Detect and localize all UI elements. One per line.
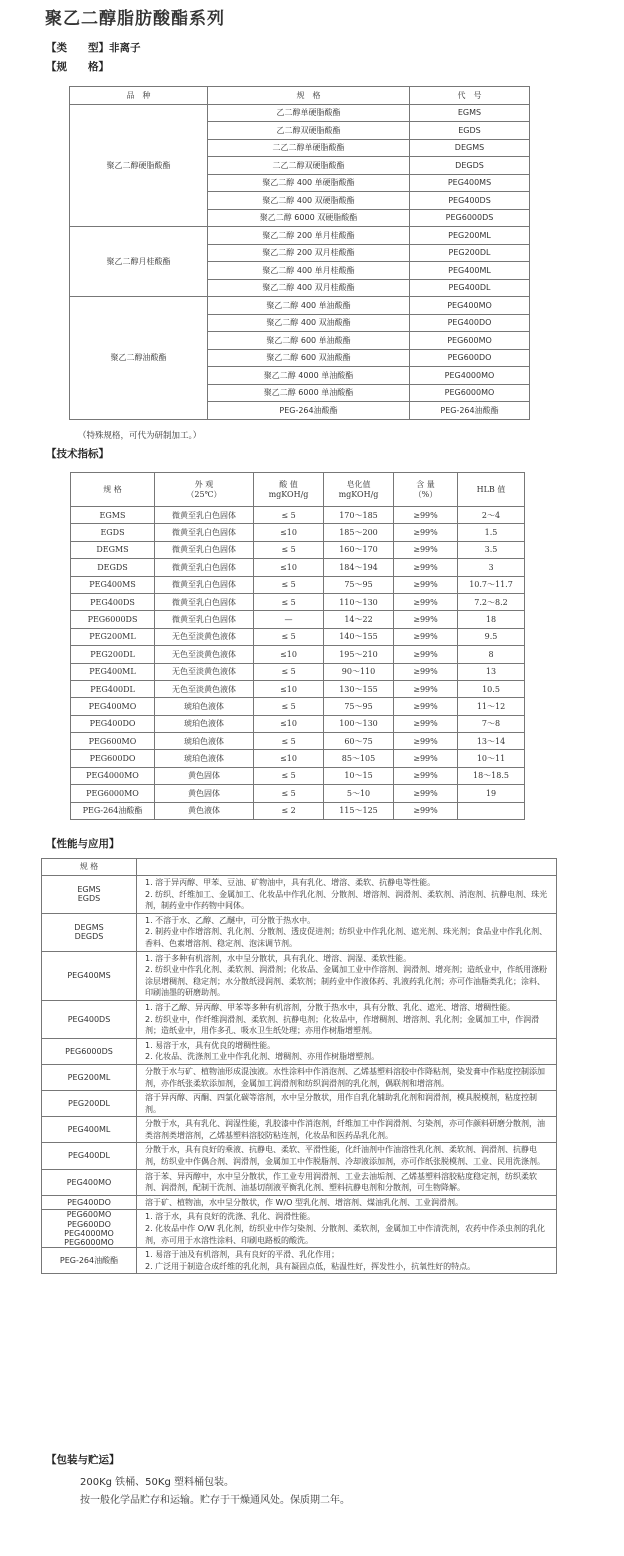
app-desc-cell xyxy=(137,1210,557,1248)
app-desc-cell xyxy=(137,1038,557,1064)
app-desc-line: 2. 纺织业中，作纤维润滑剂、柔软剂、抗静电剂；化妆品中，作增稠剂、增溶剂、乳化剂；金属加工中，作润滑剂；造纸业中，用作多孔、吸水卫生纸处理；亦用作树脂增塑剂。 xyxy=(145,1014,540,1036)
tech-row xyxy=(71,628,525,645)
spec-code-cell: PEG400DS xyxy=(410,192,530,210)
app-header-blank xyxy=(137,859,557,876)
tech-cell: ≥99% xyxy=(394,593,458,610)
tech-cell: 10～15 xyxy=(324,767,394,784)
tech-cell: ≥99% xyxy=(394,750,458,767)
spec-name-cell: 聚乙二醇 200 双月桂酸酯 xyxy=(208,244,410,262)
tech-cell: ≥99% xyxy=(394,785,458,802)
tech-cell: ≤ 5 xyxy=(254,628,324,645)
app-row xyxy=(42,1117,557,1143)
app-row xyxy=(42,951,557,1000)
app-desc-cell xyxy=(137,1000,557,1038)
tech-cell: 微黄至乳白色固体 xyxy=(155,507,254,524)
tech-row xyxy=(71,593,525,610)
app-product-name: PEG400DL xyxy=(68,1151,110,1161)
tech-cell: ≥99% xyxy=(394,524,458,541)
app-desc-line: 2. 制药业中作增溶剂、乳化剂、分散剂、透皮促进剂；纺织业中作乳化剂、遮光剂、珠光剂；食品业中作乳化剂、香料、色素增溶剂、稳定剂、泡沫调节剂。 xyxy=(145,927,548,948)
spec-group-name: 聚乙二醇油酸酯 xyxy=(70,297,208,420)
tech-cell: 琥珀色液体 xyxy=(155,715,254,732)
spec-code-cell: PEG400DL xyxy=(410,279,530,297)
tech-cell: 85～105 xyxy=(324,750,394,767)
tech-cell: 170～185 xyxy=(324,507,394,524)
tech-cell: ≥99% xyxy=(394,698,458,715)
spec-name-cell: 聚乙二醇 4000 单油酸酯 xyxy=(208,367,410,385)
app-product-name: PEG600DO xyxy=(67,1219,111,1229)
spec-code-cell: PEG4000MO xyxy=(410,367,530,385)
app-name-cell xyxy=(42,876,137,914)
tech-cell xyxy=(458,802,525,819)
tech-cell: 60～75 xyxy=(324,733,394,750)
app-product-name: EGMS xyxy=(77,885,101,895)
tech-cell: 10～11 xyxy=(458,750,525,767)
spec-row xyxy=(70,104,530,122)
spec-code-cell: PEG6000MO xyxy=(410,384,530,402)
app-name-cell xyxy=(42,1117,137,1143)
tech-cell: 无色至淡黄色液体 xyxy=(155,646,254,663)
tech-header-line: 皂化值 xyxy=(346,480,371,490)
tech-cell: 黄色液体 xyxy=(155,802,254,819)
tech-cell: PEG400DO xyxy=(71,715,155,732)
spec-code-cell: PEG400MO xyxy=(410,297,530,315)
tech-cell: 140～155 xyxy=(324,628,394,645)
spec-name-cell: 聚乙二醇 400 双油酸酯 xyxy=(208,314,410,332)
app-row xyxy=(42,1038,557,1064)
spec-row xyxy=(70,227,530,245)
tech-cell: PEG6000MO xyxy=(71,785,155,802)
spec-name-cell: 聚乙二醇 200 单月桂酸酯 xyxy=(208,227,410,245)
tech-cell: 琥珀色液体 xyxy=(155,698,254,715)
app-desc-cell xyxy=(137,951,557,1000)
tech-cell: 195～210 xyxy=(324,646,394,663)
pack-line-2: 按一般化学品贮存和运输。贮存于干燥通风处。保质期二年。 xyxy=(80,1495,350,1506)
tech-header-cell xyxy=(458,473,525,507)
tech-cell: 110～130 xyxy=(324,593,394,610)
tech-cell: 琥珀色液体 xyxy=(155,750,254,767)
app-name-cell xyxy=(42,1000,137,1038)
app-header-row xyxy=(42,859,557,876)
tech-cell: ≤10 xyxy=(254,750,324,767)
spec-code-cell: PEG-264油酸酯 xyxy=(410,402,530,420)
app-product-name: PEG400DO xyxy=(67,1198,111,1208)
spec-group-name: 聚乙二醇月桂酸酯 xyxy=(70,227,208,297)
tech-cell: ≤ 5 xyxy=(254,507,324,524)
app-product-name: DEGMS xyxy=(74,922,104,932)
app-desc-cell xyxy=(137,1064,557,1090)
spec-name-cell: 聚乙二醇 400 单月桂酸酯 xyxy=(208,262,410,280)
tech-cell: ≤ 5 xyxy=(254,733,324,750)
tech-cell: DEGMS xyxy=(71,541,155,558)
spec-code-cell: PEG200ML xyxy=(410,227,530,245)
tech-cell: 75～95 xyxy=(324,698,394,715)
tech-cell: ≤ 5 xyxy=(254,541,324,558)
spec-name-cell: 乙二醇双硬脂酸酯 xyxy=(208,122,410,140)
tech-header-line: HLB 值 xyxy=(476,484,506,494)
tech-cell: ≤10 xyxy=(254,559,324,576)
app-desc-cell xyxy=(137,1117,557,1143)
app-header-cell: 规 格 xyxy=(42,859,137,876)
app-row xyxy=(42,1064,557,1090)
app-product-name: PEG600MO xyxy=(66,1210,112,1220)
app-desc-line: 溶于苯、异丙醇中，水中呈分散状，作工业专用润滑剂、工业去油垢剂、乙烯基塑料溶胶粘度稳定剂，纺织柔软剂、润滑剂，配制干洗剂、油基切削液平衡乳化剂、塑料抗静电剂和分散剂，可生物降解。 xyxy=(145,1171,537,1193)
app-desc-line: 1. 溶于异丙醇、甲苯、豆油、矿物油中，具有乳化、增溶、柔软、抗静电等性能。 xyxy=(145,878,436,887)
spec-name-cell: 聚乙二醇 400 单硬脂酸酯 xyxy=(208,174,410,192)
app-name-cell xyxy=(42,1143,137,1169)
app-product-name: PEG4000MO xyxy=(64,1228,114,1238)
app-name-cell xyxy=(42,1091,137,1117)
tech-cell: PEG600DO xyxy=(71,750,155,767)
tech-row xyxy=(71,680,525,697)
page-title: 聚乙二醇脂肪酸酯系列 xyxy=(45,9,225,29)
tech-header-cell xyxy=(155,473,254,507)
tech-cell: PEG600MO xyxy=(71,733,155,750)
tech-cell: ≥99% xyxy=(394,715,458,732)
tech-cell: 18～18.5 xyxy=(458,767,525,784)
tech-header-cell xyxy=(324,473,394,507)
spec-name-cell: 聚乙二醇 600 双油酸酯 xyxy=(208,349,410,367)
tech-cell: PEG200DL xyxy=(71,646,155,663)
app-desc-line: 分散于水，具有良好的乘液、抗静电、柔软、平滑性能，化纤油剂中作油溶性乳化剂、柔软剂、润滑剂、抗静电剂，纺织业中作偶合剂、润滑剂，金属加工中作脱脂剂、冷却液添加剂，亦可作纸张脱模剂、工业、民用洗涤剂。 xyxy=(145,1145,545,1167)
tech-cell: ≤10 xyxy=(254,646,324,663)
tech-cell: ≥99% xyxy=(394,680,458,697)
spec-code-cell: PEG6000DS xyxy=(410,209,530,227)
spec-name-cell: 聚乙二醇 6000 单油酸酯 xyxy=(208,384,410,402)
app-name-cell xyxy=(42,1195,137,1210)
tech-row xyxy=(71,733,525,750)
spec-name-cell: 乙二醇单硬脂酸酯 xyxy=(208,104,410,122)
spec-code-cell: PEG400DO xyxy=(410,314,530,332)
tech-cell: — xyxy=(254,611,324,628)
spec-name-cell: PEG-264油酸酯 xyxy=(208,402,410,420)
tech-header-cell xyxy=(71,473,155,507)
app-product-name: PEG400MO xyxy=(66,1177,112,1187)
tech-row xyxy=(71,611,525,628)
pack-line-1: 200Kg 铁桶、50Kg 塑料桶包装。 xyxy=(80,1477,234,1488)
tech-header-line: mgKOH/g xyxy=(338,489,379,499)
tech-cell: EGMS xyxy=(71,507,155,524)
app-section-title: 【性能与应用】 xyxy=(46,838,120,850)
tech-cell: ≥99% xyxy=(394,611,458,628)
app-desc-line: 1. 易溶于水，具有优良的增稠性能。 xyxy=(145,1040,276,1050)
app-row xyxy=(42,1091,557,1117)
app-desc-line: 2. 广泛用于制造合成纤维的乳化剂，具有凝固点低，粘温性好，挥发性小，抗氧性好的特点。 xyxy=(145,1261,476,1271)
app-desc-line: 2. 纺织业中作乳化剂、柔软剂、润滑剂；化妆品、金属加工业中作溶剂、润滑剂、增亮剂；造纸业中，作纸用涤粉涂层增稠剂、稳定剂；水分散纸浸润剂、柔软剂；制药业中作液体药、乳液药乳化剂；亦可作油脂类乳化；涂料、印刷油墨的研磨助剂。 xyxy=(145,965,548,998)
app-product-name: PEG400DS xyxy=(67,1014,111,1024)
app-row xyxy=(42,876,557,914)
tech-cell: 11～12 xyxy=(458,698,525,715)
app-desc-cell xyxy=(137,876,557,914)
app-row xyxy=(42,913,557,951)
app-product-name: PEG-264油酸酯 xyxy=(59,1256,119,1266)
spec-code-cell: PEG400ML xyxy=(410,262,530,280)
app-product-name: PEG200DL xyxy=(68,1099,110,1109)
tech-header-line: 规 格 xyxy=(103,484,122,494)
tech-cell: ≥99% xyxy=(394,663,458,680)
app-desc-cell xyxy=(137,1195,557,1210)
tech-cell: 无色至淡黄色液体 xyxy=(155,663,254,680)
tech-cell: 9.5 xyxy=(458,628,525,645)
spec-group-name: 聚乙二醇硬脂酸酯 xyxy=(70,104,208,227)
app-row xyxy=(42,1195,557,1210)
app-name-cell xyxy=(42,1064,137,1090)
spec-code-cell: PEG200DL xyxy=(410,244,530,262)
tech-cell: ≥99% xyxy=(394,559,458,576)
tech-header-cell xyxy=(394,473,458,507)
app-product-name: PEG400ML xyxy=(67,1125,111,1135)
app-desc-line: 1. 溶于乙醇、异丙醇、甲苯等多种有机溶剂，分散于热水中，具有分散、乳化、遮光、增溶、增稠性能。 xyxy=(145,1002,516,1012)
tech-cell: PEG-264油酸酯 xyxy=(71,802,155,819)
app-product-name: PEG6000MO xyxy=(64,1238,114,1248)
spec-code-cell: PEG600DO xyxy=(410,349,530,367)
tech-row xyxy=(71,767,525,784)
app-desc-cell xyxy=(137,1169,557,1195)
spec-code-cell: DEGMS xyxy=(410,139,530,157)
tech-cell: DEGDS xyxy=(71,559,155,576)
spec-header-row xyxy=(70,87,530,105)
tech-cell: 黄色固体 xyxy=(155,767,254,784)
tech-cell: ≥99% xyxy=(394,733,458,750)
tech-cell: 微黄至乳白色固体 xyxy=(155,541,254,558)
spec-name-cell: 二乙二醇单硬脂酸酯 xyxy=(208,139,410,157)
tech-cell: 90～110 xyxy=(324,663,394,680)
tech-row xyxy=(71,698,525,715)
tech-cell: ≤ 5 xyxy=(254,698,324,715)
tech-row xyxy=(71,524,525,541)
tech-row xyxy=(71,663,525,680)
tech-cell: ≥99% xyxy=(394,802,458,819)
app-desc-line: 分散于水与矿、植物油形成混浊液。水性涂料中作消泡剂、乙烯基塑料溶胶中作降粘剂，染发膏中作粘度控制添加剂，亦作纸张柔软添加剂，金属加工润滑剂和纺织润滑剂的乳化剂，偶联剂和增溶剂。 xyxy=(145,1066,545,1088)
app-desc-line: 2. 纺织、纤维加工、金属加工、化妆品中作乳化剂、分散剂、增溶剂、润滑剂、柔软剂、消泡剂、抗静电剂、珠光剂，制药业中作药物中间体。 xyxy=(145,889,548,911)
tech-cell: PEG400ML xyxy=(71,663,155,680)
tech-cell: 2～4 xyxy=(458,507,525,524)
tech-cell: 10.7～11.7 xyxy=(458,576,525,593)
app-desc-cell xyxy=(137,1143,557,1169)
tech-cell: 184～194 xyxy=(324,559,394,576)
spec-code-cell: EGDS xyxy=(410,122,530,140)
tech-cell: 无色至淡黄色液体 xyxy=(155,628,254,645)
tech-cell: PEG200ML xyxy=(71,628,155,645)
tech-cell: 1.5 xyxy=(458,524,525,541)
tech-cell: 100～130 xyxy=(324,715,394,732)
tech-cell: 5～10 xyxy=(324,785,394,802)
tech-header-line: mgKOH/g xyxy=(268,489,309,499)
spec-name-cell: 聚乙二醇 400 双月桂酸酯 xyxy=(208,279,410,297)
tech-cell: 7.2～8.2 xyxy=(458,593,525,610)
tech-cell: ≤ 5 xyxy=(254,576,324,593)
tech-header-line: （%） xyxy=(413,489,438,499)
tech-row xyxy=(71,715,525,732)
app-product-name: PEG400MS xyxy=(67,971,111,981)
app-name-cell xyxy=(42,951,137,1000)
tech-cell: 7～8 xyxy=(458,715,525,732)
spec-name-cell: 聚乙二醇 600 单油酸酯 xyxy=(208,332,410,350)
tech-row xyxy=(71,750,525,767)
spec-code-cell: PEG600MO xyxy=(410,332,530,350)
tech-cell: ≥99% xyxy=(394,507,458,524)
app-desc-cell xyxy=(137,1248,557,1274)
tech-cell: 10.5 xyxy=(458,680,525,697)
app-product-name: PEG200ML xyxy=(67,1072,111,1082)
spec-header-cell: 品 种 xyxy=(70,87,208,105)
tech-cell: PEG400DL xyxy=(71,680,155,697)
tech-cell: ≤ 2 xyxy=(254,802,324,819)
tech-cell: ≤ 5 xyxy=(254,785,324,802)
tech-header-line: 外 观 xyxy=(194,480,214,490)
tech-cell: PEG6000DS xyxy=(71,611,155,628)
tech-cell: 13 xyxy=(458,663,525,680)
tech-row xyxy=(71,541,525,558)
app-desc-line: 溶于异丙醇、丙酮、四氯化碳等溶剂，水中呈分散状，用作自乳化辅助乳化剂和润滑剂，模具脱模剂，粘度控制剂。 xyxy=(145,1093,537,1114)
tech-cell: PEG400DS xyxy=(71,593,155,610)
app-desc-line: 分散于水，具有乳化、润湿性能，乳胶漆中作消泡剂，纤维加工中作润滑剂、匀染剂，亦可作颜料研磨分散剂，油类溶剂类增溶剂，乙烯基塑料溶胶防粘连剂，化妆品和医药品乳化剂。 xyxy=(145,1119,545,1140)
spec-code-cell: PEG400MS xyxy=(410,174,530,192)
tech-cell: ≤10 xyxy=(254,715,324,732)
type-line: 【类 型】非离子 xyxy=(46,42,141,54)
tech-cell: 13～14 xyxy=(458,733,525,750)
tech-cell: EGDS xyxy=(71,524,155,541)
tech-cell: ≤ 5 xyxy=(254,767,324,784)
tech-cell: 115～125 xyxy=(324,802,394,819)
tech-row xyxy=(71,576,525,593)
tech-header-cell xyxy=(254,473,324,507)
tech-cell: PEG400MO xyxy=(71,698,155,715)
spec-header-cell: 规 格 xyxy=(208,87,410,105)
tech-cell: 14～22 xyxy=(324,611,394,628)
app-desc-cell xyxy=(137,913,557,951)
app-name-cell xyxy=(42,1038,137,1064)
tech-header-line: 含 量 xyxy=(416,480,435,490)
tech-cell: 琥珀色液体 xyxy=(155,733,254,750)
tech-cell: 8 xyxy=(458,646,525,663)
tech-cell: ≥99% xyxy=(394,646,458,663)
tech-cell: ≥99% xyxy=(394,767,458,784)
app-desc-line: 1. 不溶于水、乙醇、乙醚中，可分散于热水中。 xyxy=(145,915,316,925)
spec-note: （特殊规格，可代为研制加工。） xyxy=(78,431,202,441)
app-row xyxy=(42,1143,557,1169)
app-desc-line: 溶于矿、植物油，水中呈分散状，作 W/O 型乳化剂、增溶剂、煤油乳化剂、工业润滑剂。 xyxy=(145,1197,463,1207)
tech-cell: ≤ 5 xyxy=(254,593,324,610)
app-name-cell xyxy=(42,1210,137,1248)
tech-header-row xyxy=(71,473,525,507)
tech-cell: 19 xyxy=(458,785,525,802)
app-name-cell xyxy=(42,913,137,951)
tech-cell: ≥99% xyxy=(394,541,458,558)
spec-header-cell: 代 号 xyxy=(410,87,530,105)
tech-header-line: （25℃） xyxy=(186,489,222,499)
tech-cell: 微黄至乳白色固体 xyxy=(155,576,254,593)
spec-code-cell: EGMS xyxy=(410,104,530,122)
tech-cell: 无色至淡黄色液体 xyxy=(155,680,254,697)
app-product-name: PEG6000DS xyxy=(65,1046,113,1056)
tech-cell: 130～155 xyxy=(324,680,394,697)
tech-cell: PEG4000MO xyxy=(71,767,155,784)
app-desc-line: 1. 易溶于油及有机溶剂，具有良好的平滑、乳化作用； xyxy=(145,1250,340,1260)
app-table xyxy=(41,858,557,1274)
app-desc-line: 1. 溶于水，具有良好的洗涤、乳化、润滑性能。 xyxy=(145,1212,316,1222)
spec-code-cell: DEGDS xyxy=(410,157,530,175)
tech-cell: ≥99% xyxy=(394,576,458,593)
tech-table xyxy=(70,472,525,820)
app-desc-line: 1. 溶于多种有机溶剂，水中呈分散状，具有乳化、增溶、润湿、柔软性能。 xyxy=(145,953,412,963)
app-name-cell xyxy=(42,1169,137,1195)
tech-row xyxy=(71,507,525,524)
spec-name-cell: 聚乙二醇 6000 双硬脂酸酯 xyxy=(208,209,410,227)
tech-row xyxy=(71,802,525,819)
tech-row xyxy=(71,559,525,576)
tech-cell: ≤10 xyxy=(254,524,324,541)
tech-cell: 黄色固体 xyxy=(155,785,254,802)
tech-row xyxy=(71,646,525,663)
app-row xyxy=(42,1210,557,1248)
spec-line: 【规 格】 xyxy=(46,61,109,73)
tech-cell: ≤ 5 xyxy=(254,663,324,680)
tech-cell: 微黄至乳白色固体 xyxy=(155,524,254,541)
tech-cell: 微黄至乳白色固体 xyxy=(155,593,254,610)
tech-cell: 微黄至乳白色固体 xyxy=(155,611,254,628)
spec-name-cell: 聚乙二醇 400 双硬脂酸酯 xyxy=(208,192,410,210)
tech-cell: 3 xyxy=(458,559,525,576)
tech-section-title: 【技术指标】 xyxy=(46,448,109,460)
app-desc-line: 2. 化妆品中作 O/W 乳化剂，纺织业中作匀染剂、分散剂、柔软剂，金属加工中作清洗剂，农药中作杀虫剂的乳化剂，亦可用于水溶性涂料、印刷电路板的酸洗。 xyxy=(145,1224,546,1245)
tech-header-line: 酸 值 xyxy=(279,480,298,490)
tech-cell: 18 xyxy=(458,611,525,628)
spec-name-cell: 二乙二醇双硬脂酸酯 xyxy=(208,157,410,175)
app-desc-cell xyxy=(137,1091,557,1117)
tech-cell: 160～170 xyxy=(324,541,394,558)
spec-name-cell: 聚乙二醇 400 单油酸酯 xyxy=(208,297,410,315)
tech-cell: 微黄至乳白色固体 xyxy=(155,559,254,576)
tech-cell: 75～95 xyxy=(324,576,394,593)
spec-table xyxy=(69,86,530,420)
tech-cell: ≤10 xyxy=(254,680,324,697)
app-product-name: EGDS xyxy=(77,894,101,904)
app-desc-line: 2. 化妆品、洗涤剂工业中作乳化剂、增稠剂、亦用作树脂增塑剂。 xyxy=(145,1052,380,1062)
app-row xyxy=(42,1169,557,1195)
tech-cell: 185～200 xyxy=(324,524,394,541)
app-product-name: DEGDS xyxy=(74,932,104,942)
app-row xyxy=(42,1000,557,1038)
app-row xyxy=(42,1248,557,1274)
pack-section-title: 【包装与贮运】 xyxy=(46,1454,120,1466)
spec-row xyxy=(70,297,530,315)
app-name-cell xyxy=(42,1248,137,1274)
tech-cell: PEG400MS xyxy=(71,576,155,593)
tech-cell: ≥99% xyxy=(394,628,458,645)
tech-row xyxy=(71,785,525,802)
tech-cell: 3.5 xyxy=(458,541,525,558)
